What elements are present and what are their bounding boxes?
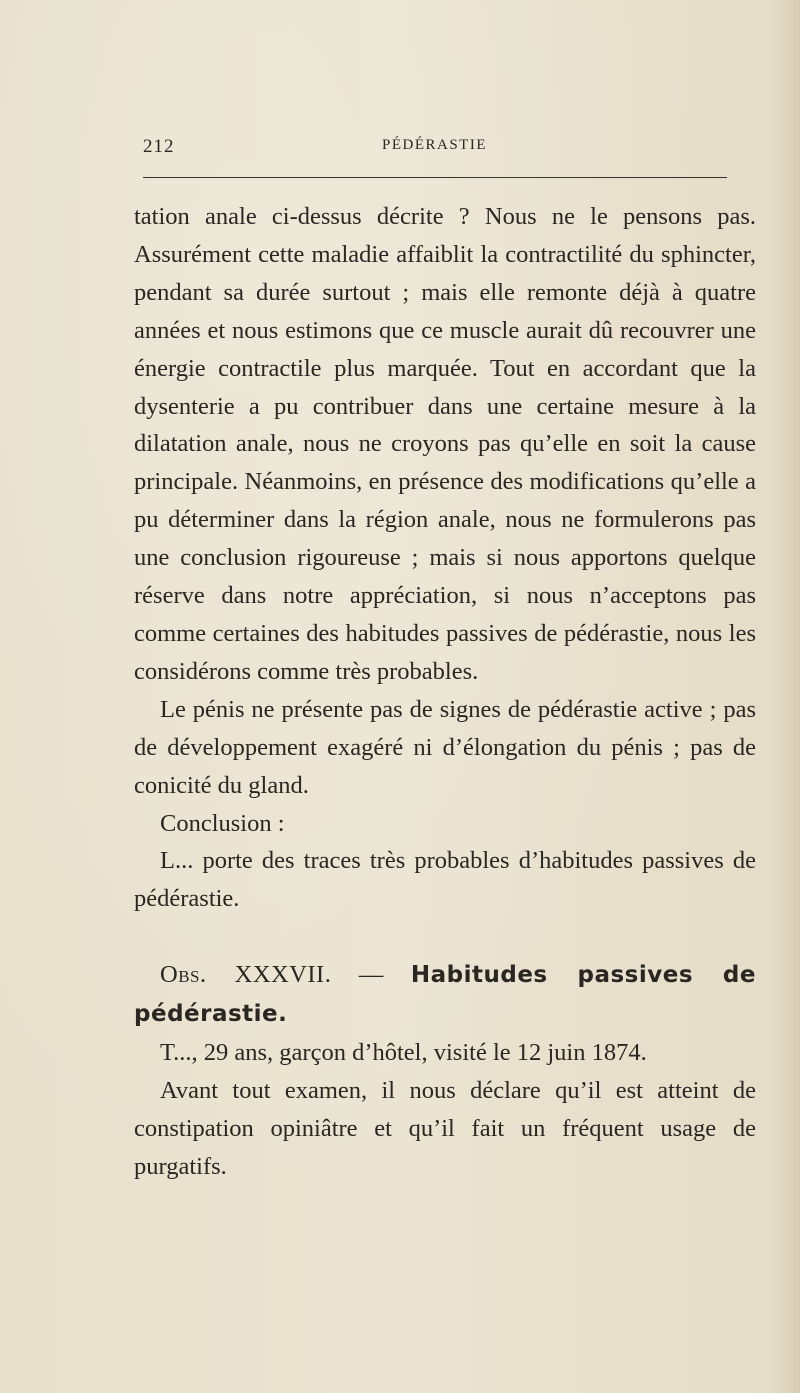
page-header — [143, 136, 726, 160]
page-number: 212 — [143, 136, 175, 157]
running-title: PÉDÉRASTIE — [382, 137, 487, 153]
observation-paragraph-history: Avant tout examen, il nous déclare qu’il est atteint de constipation opiniâtre et qu’il fait un fréquent usage de purgatifs. — [134, 1076, 756, 1180]
header-rule — [143, 177, 727, 178]
paragraph-conclusion: L... porte des traces très probables d’habitudes passives de pédérastie. — [134, 847, 756, 913]
paragraph-penis-exam: Le pénis ne présente pas de signes de pédérastie active ; pas de développement exagéré ni d’élongation du pénis ; pas de conicité du gland. — [134, 695, 756, 799]
paragraph-conclusion-label: Conclusion : — [160, 809, 285, 837]
observation-paragraph-patient: T..., 29 ans, garçon d’hôtel, visité le 12 juin 1874. — [160, 1039, 647, 1067]
body-text — [134, 198, 756, 1186]
observation-label: Obs. XXXVII. — [160, 961, 332, 989]
paragraph-continuation: tation anale ci-dessus décrite ? Nous ne le pensons pas. Assurément cette maladie affaiblit la contractilité du sphincter, pendant sa durée surtout ; mais elle remonte déjà à quatre années et nous estimons que ce muscle aurait dû recouvrer une énergie contractile plus marquée. Tout en accordant que la dysenterie a pu contribuer dans une certaine mesure à la dilatation anale, nous ne croyons pas qu’elle en soit la cause principale. Néanmoins, en présence des modifications qu’elle a pu déterminer dans la région anale, nous ne formulerons pas une conclusion rigoureuse ; mais si nous apportons quelque réserve dans notre appréciation, si nous n’acceptons pas comme certaines des habitudes passives de pédérastie, nous les considérons comme très probables. — [134, 203, 756, 685]
observation-title: Habitudes passives de pédérastie. — [134, 962, 756, 1028]
section-spacer — [134, 918, 756, 956]
observation-heading — [134, 956, 756, 1034]
observation-dash: — — [358, 961, 384, 989]
